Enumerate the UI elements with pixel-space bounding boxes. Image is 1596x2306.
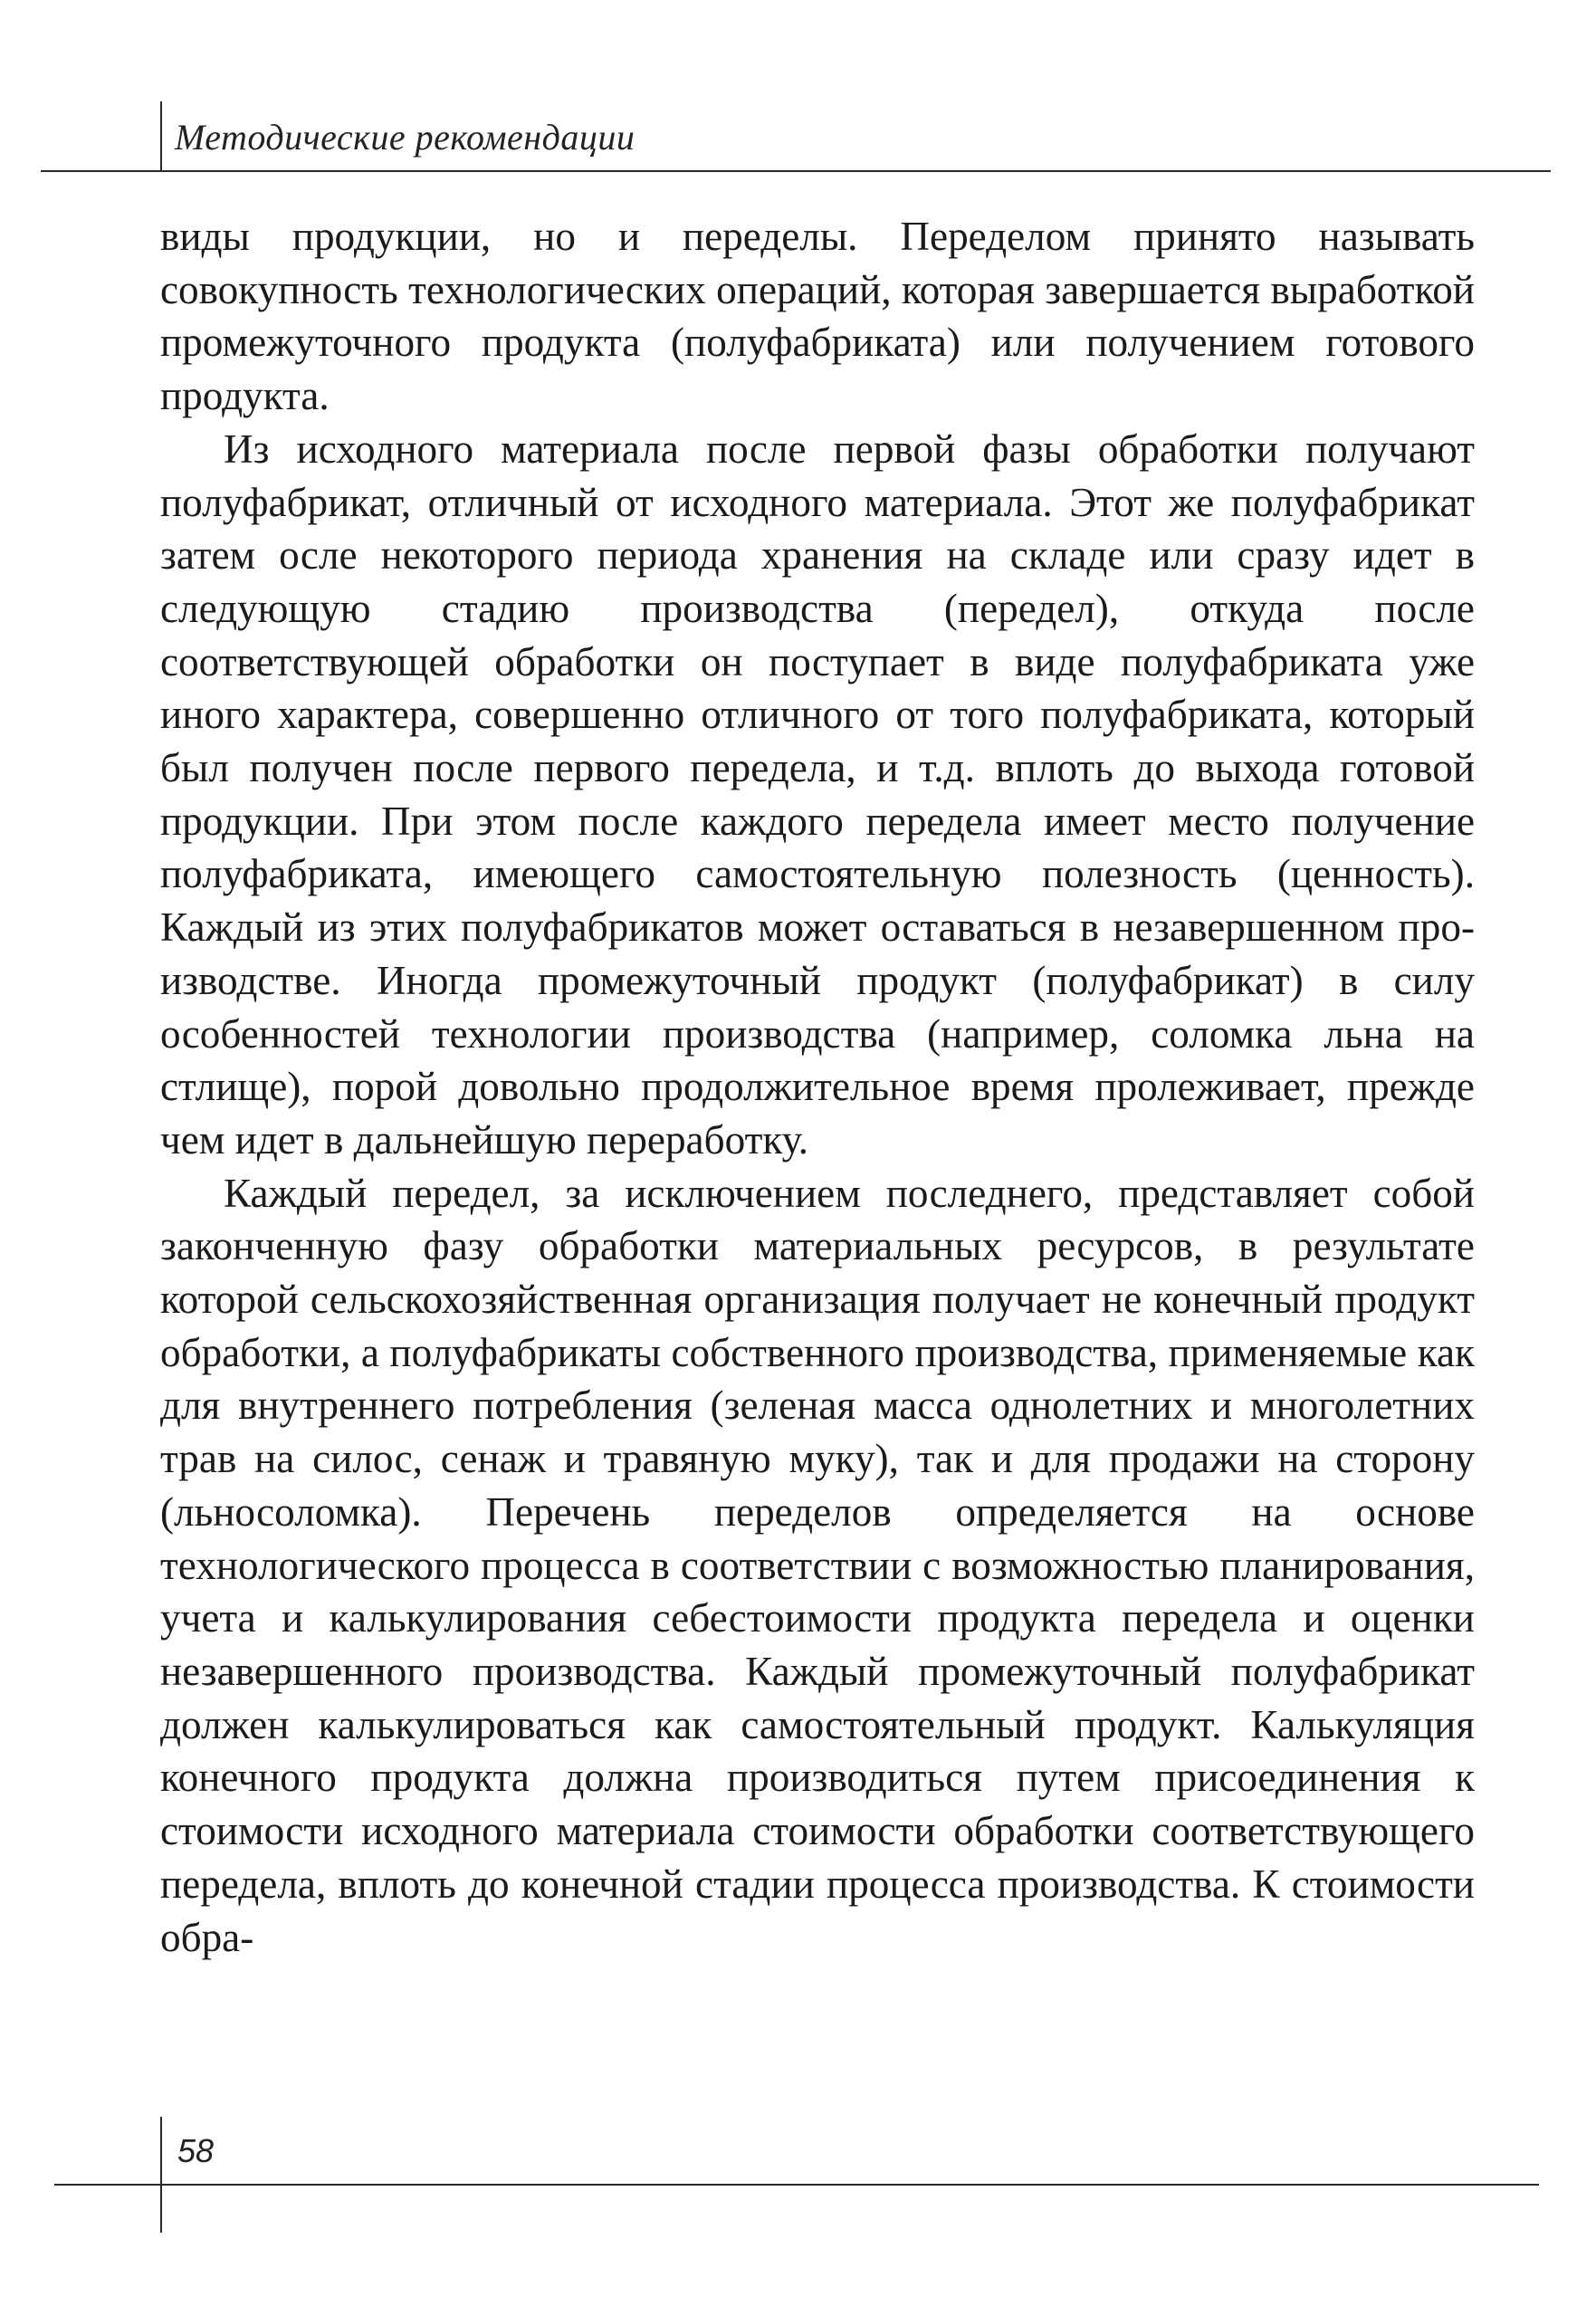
page-number: 58 xyxy=(177,2132,215,2169)
footer-horizontal-rule xyxy=(54,2184,1539,2186)
header-vertical-rule xyxy=(160,101,162,172)
page-body xyxy=(160,210,1475,1964)
paragraph-continuation: виды продукции, но и переделы. Переделом принято называть совокупность технологических операций, которая завершается выработкой промежуточного продукта (полуфабриката) или получением готового продукта. xyxy=(160,214,1475,419)
paragraph: Каждый передел, за исключением последнего, представляет собой законченную фазу обработки материальных ресурсов, в результате которой сельскохозяйственная организация получает не конечный продукт обработки, а полуфабрикаты собственного производства, применяемые как для внутреннего потребления (зеленая масса однолетних и многолетних трав на силос, сенаж и травяную муку), так и для продажи на сторону (льносоломка). Перечень переделов определяется на основе технологического процесса в соответствии с возможностью планирования, учета и калькулирования себестоимости продукта передела и оценки незавершенного производства. Каждый промежуточный полуфабрикат должен калькулироваться как самостоятельный продукт. Калькуляция конечного продукта должна производиться путем присоединения к стоимости исходного материала стоимости обработки соответствующего передела, вплоть до конечной стадии процесса производства. К стоимости обра- xyxy=(160,1170,1475,1960)
running-header-title: Методические рекомендации xyxy=(175,117,636,158)
footer-vertical-rule xyxy=(160,2117,162,2233)
header-horizontal-rule xyxy=(41,170,1551,172)
paragraph: Из исходного материала после первой фазы обработки получают полуфабрикат, отличный от исходного материала. Этот же полуфабрикат затем осле некоторого периода хранения на складе или сразу идет в следующую стадию производства (передел), откуда после соответствующей обработки он поступает в виде полуфабриката уже иного характера, совершенно отличного от того полуфабриката, который был получен после первого передела, и т.д. вплоть до выхода готовой продукции. При этом после каждого передела имеет место получение полуфабриката, имеющего самостоятельную полезность (ценность). Каждый из этих полуфабрикатов может оставаться в незавершенном производстве. Иногда промежуточный продукт (полуфабрикат) в силу особенностей технологии производства (например, соломка льна на стлище), порой довольно продолжительное время пролеживает, прежде чем идет в дальнейшую переработку. xyxy=(160,426,1475,1163)
